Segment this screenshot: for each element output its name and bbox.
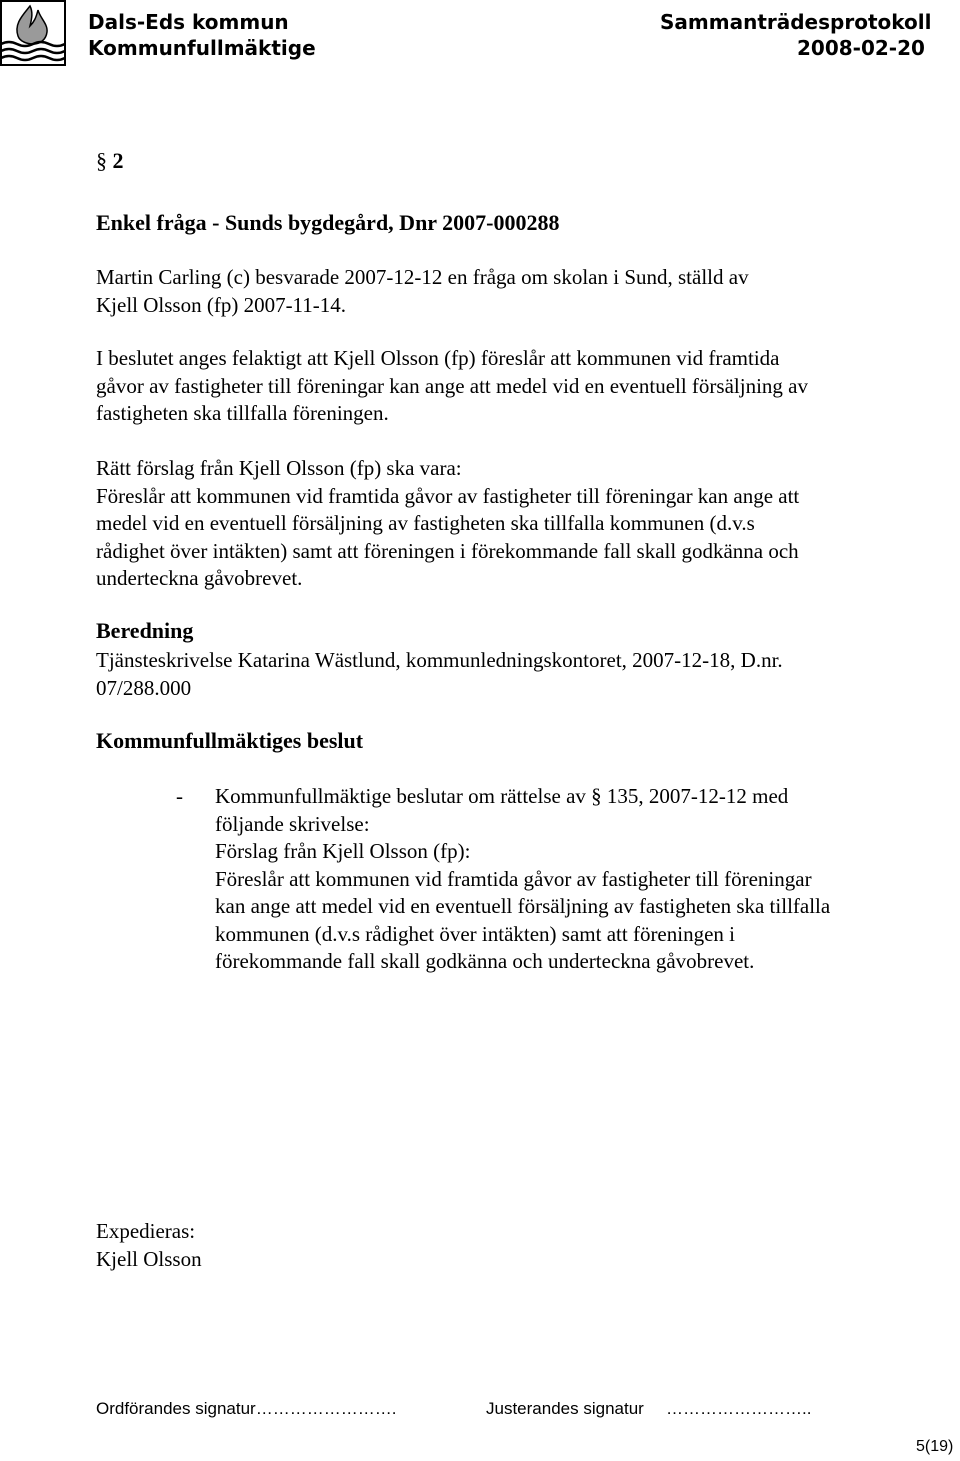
header-body-name: Kommunfullmäktige [88, 36, 316, 60]
paragraph-1 [96, 264, 749, 319]
header-doc-type: Sammanträdesprotokoll [660, 10, 932, 34]
decision-dash: - [176, 784, 183, 808]
text-line: medel vid en eventuell försäljning av fastigheten ska tillfalla kommunen (d.v.s [96, 511, 755, 535]
text-line: följande skrivelse: [215, 811, 370, 836]
municipal-crest-icon [0, 0, 66, 66]
text-line: fastigheten ska tillfalla föreningen. [96, 401, 389, 425]
text-line: Kommunfullmäktige beslutar om rättelse av § 135, 2007-12-12 med [215, 784, 789, 808]
text-line: kommunen (d.v.s rådighet över intäkten) samt att föreningen i [215, 921, 735, 946]
text-line: gåvor av fastigheter till föreningar kan ange att medel vid en eventuell försäljning av [96, 373, 808, 398]
expedieras [96, 1218, 202, 1273]
text-line: kan ange att medel vid en eventuell försäljning av fastigheten ska tillfalla [215, 894, 831, 918]
text-line: Rätt förslag från Kjell Olsson (fp) ska vara: [96, 456, 462, 480]
page-number: 5(19) [916, 1438, 954, 1455]
adjuster-signature-label: Justerandes signatur [486, 1399, 644, 1418]
text-line: 07/288.000 [96, 675, 192, 700]
text-line: Förslag från Kjell Olsson (fp): [215, 839, 471, 863]
text-line: Tjänsteskrivelse Katarina Wästlund, kommunledningskontoret, 2007-12-18, D.nr. [96, 648, 783, 672]
header-org: Dals-Eds kommun [88, 10, 289, 34]
expedieras-name: Kjell Olsson [96, 1246, 202, 1271]
paragraph-3 [96, 455, 799, 593]
text-line: underteckna gåvobrevet. [96, 566, 303, 590]
text-line: rådighet över intäkten) samt att föreningen i förekommande fall skall godkänna och [96, 538, 799, 563]
paragraph-symbol: § [591, 784, 602, 808]
header-date: 2008-02-20 [797, 36, 925, 60]
text-line: Kjell Olsson (fp) 2007-11-14. [96, 292, 347, 317]
adjuster-signature-dots: …………………….. [666, 1399, 812, 1418]
paragraph-symbol: § [96, 148, 107, 173]
section-number [96, 148, 124, 174]
expedieras-label: Expedieras: [96, 1219, 196, 1243]
text-line: I beslutet anges felaktigt att Kjell Olsson (fp) föreslår att kommunen vid framtida [96, 346, 780, 370]
decision-heading: Kommunfullmäktiges beslut [96, 728, 364, 753]
section-number-value: 2 [112, 148, 124, 173]
beredning-heading: Beredning [96, 618, 194, 643]
section-title: Enkel fråga - Sunds bygdegård, Dnr 2007-000288 [96, 210, 560, 235]
beredning-text [96, 647, 783, 702]
text-line: förekommande fall skall godkänna och underteckna gåvobrevet. [215, 949, 755, 973]
paragraph-2 [96, 345, 808, 428]
decision-text [215, 783, 830, 976]
chair-signature: Ordförandes signatur……………………. [96, 1399, 397, 1418]
text-line: Föreslår att kommunen vid framtida gåvor av fastigheter till föreningar kan ange att [96, 483, 800, 508]
text-line: Föreslår att kommunen vid framtida gåvor av fastigheter till föreningar [215, 866, 812, 891]
text-line: Martin Carling (c) besvarade 2007-12-12 en fråga om skolan i Sund, ställd av [96, 265, 749, 289]
